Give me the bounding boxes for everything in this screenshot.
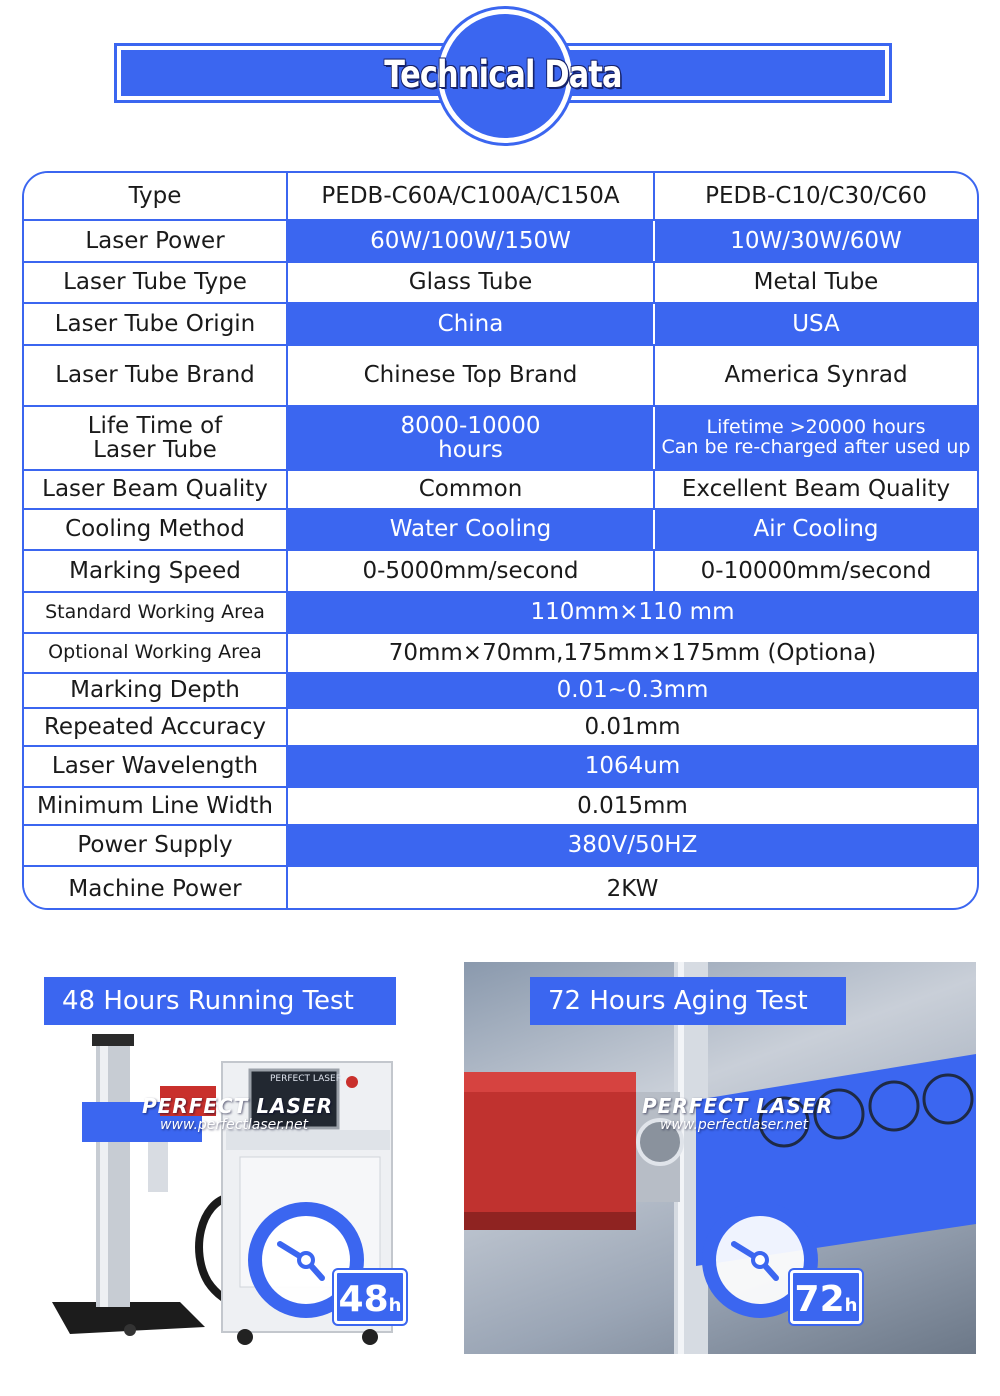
page-title: Technical Data bbox=[384, 53, 622, 96]
model-col2: PEDB-C10/C30/C60 bbox=[705, 182, 927, 209]
row-label: Type bbox=[24, 173, 288, 219]
row-value-col1 bbox=[288, 407, 655, 469]
row-value-span: 0.01~0.3mm bbox=[288, 674, 977, 707]
row-value-col2: Excellent Beam Quality bbox=[681, 476, 951, 503]
row-label: Laser Beam Quality bbox=[24, 471, 288, 508]
row-value-span: 1064um bbox=[288, 747, 977, 786]
table-row bbox=[24, 173, 977, 219]
table-row bbox=[24, 508, 977, 549]
row-label: Marking Depth bbox=[24, 674, 288, 707]
row-label: Laser Tube Origin bbox=[24, 304, 288, 344]
row-label: Laser Tube Brand bbox=[24, 346, 288, 405]
table-row bbox=[24, 865, 977, 910]
panel-title: 48 Hours Running Test bbox=[44, 977, 396, 1025]
row-value-span: 0.01mm bbox=[584, 713, 681, 740]
row-value-span: 70mm×70mm,175mm×175mm (Optiona) bbox=[388, 639, 877, 666]
hours-badge bbox=[790, 1270, 862, 1324]
table-row bbox=[24, 672, 977, 707]
watermark-url: www.perfectlaser.net bbox=[660, 1117, 809, 1133]
table-row bbox=[24, 786, 977, 824]
row-value-col2: USA bbox=[655, 304, 977, 344]
badge-number: 72 bbox=[794, 1279, 845, 1320]
row-label-line1: Life Time of bbox=[87, 412, 223, 439]
row-label-line2: Laser Tube bbox=[93, 437, 217, 463]
table-row bbox=[24, 261, 977, 302]
row-value-span: 0.015mm bbox=[577, 792, 688, 819]
screen-brand: PERFECT LASER bbox=[270, 1074, 342, 1084]
row-value-span: 380V/50HZ bbox=[288, 826, 977, 865]
row-value-span: 2KW bbox=[606, 876, 659, 903]
table-row bbox=[24, 632, 977, 672]
table-row bbox=[24, 219, 977, 261]
row-label: Laser Tube Type bbox=[24, 263, 288, 302]
panel-title: 72 Hours Aging Test bbox=[530, 977, 846, 1025]
hours-badge bbox=[334, 1270, 406, 1324]
table-row bbox=[24, 591, 977, 632]
row-value-col1: Glass Tube bbox=[288, 263, 655, 302]
row-label: Optional Working Area bbox=[24, 634, 288, 672]
row-label: Power Supply bbox=[24, 826, 288, 865]
row-label bbox=[24, 407, 288, 469]
row-label: Marking Speed bbox=[24, 551, 288, 591]
table-row bbox=[24, 302, 977, 344]
row-value-line2: Can be re-charged after used up bbox=[661, 436, 971, 458]
row-value-col2: Metal Tube bbox=[753, 269, 879, 296]
table-row bbox=[24, 824, 977, 865]
row-value-line1: 8000-10000 bbox=[400, 412, 541, 439]
model-col1: PEDB-C60A/C100A/C150A bbox=[288, 173, 655, 219]
watermark-logo: PERFECT LASER bbox=[642, 1094, 834, 1118]
table-row bbox=[24, 405, 977, 469]
row-value-col1: 0-5000mm/second bbox=[288, 551, 655, 591]
aging-test-panel bbox=[464, 962, 976, 1354]
table-row bbox=[24, 707, 977, 745]
table-row bbox=[24, 469, 977, 508]
running-test-panel bbox=[30, 962, 444, 1354]
badge-number: 48 bbox=[338, 1279, 389, 1320]
row-value-span: 110mm×110 mm bbox=[288, 593, 977, 632]
row-label: Laser Wavelength bbox=[24, 747, 288, 786]
row-value-col1: Water Cooling bbox=[288, 510, 655, 549]
row-value-col1: China bbox=[288, 304, 655, 344]
badge-unit: h bbox=[388, 1295, 402, 1316]
row-value-col2 bbox=[655, 407, 977, 469]
table-row bbox=[24, 344, 977, 405]
row-value-col1: Common bbox=[288, 471, 655, 508]
row-value-line2: hours bbox=[438, 437, 503, 463]
row-value-col2: 10W/30W/60W bbox=[655, 221, 977, 261]
row-value-col2: 0-10000mm/second bbox=[700, 557, 932, 584]
row-value-col2: America Synrad bbox=[724, 362, 908, 389]
table-row bbox=[24, 745, 977, 786]
row-value-col2: Air Cooling bbox=[655, 510, 977, 549]
spec-table bbox=[22, 171, 979, 910]
row-label: Laser Power bbox=[24, 221, 288, 261]
row-label: Standard Working Area bbox=[24, 593, 288, 632]
row-label: Cooling Method bbox=[24, 510, 288, 549]
row-label: Machine Power bbox=[24, 867, 288, 910]
row-label: Repeated Accuracy bbox=[24, 709, 288, 745]
watermark-url: www.perfectlaser.net bbox=[160, 1117, 309, 1133]
badge-unit: h bbox=[844, 1295, 858, 1316]
row-value-line1: Lifetime >20000 hours bbox=[706, 416, 926, 439]
row-value-col1: 60W/100W/150W bbox=[288, 221, 655, 261]
watermark-logo: PERFECT LASER bbox=[142, 1094, 334, 1118]
row-label: Minimum Line Width bbox=[24, 788, 288, 824]
table-row bbox=[24, 549, 977, 591]
row-value-col1: Chinese Top Brand bbox=[288, 346, 655, 405]
